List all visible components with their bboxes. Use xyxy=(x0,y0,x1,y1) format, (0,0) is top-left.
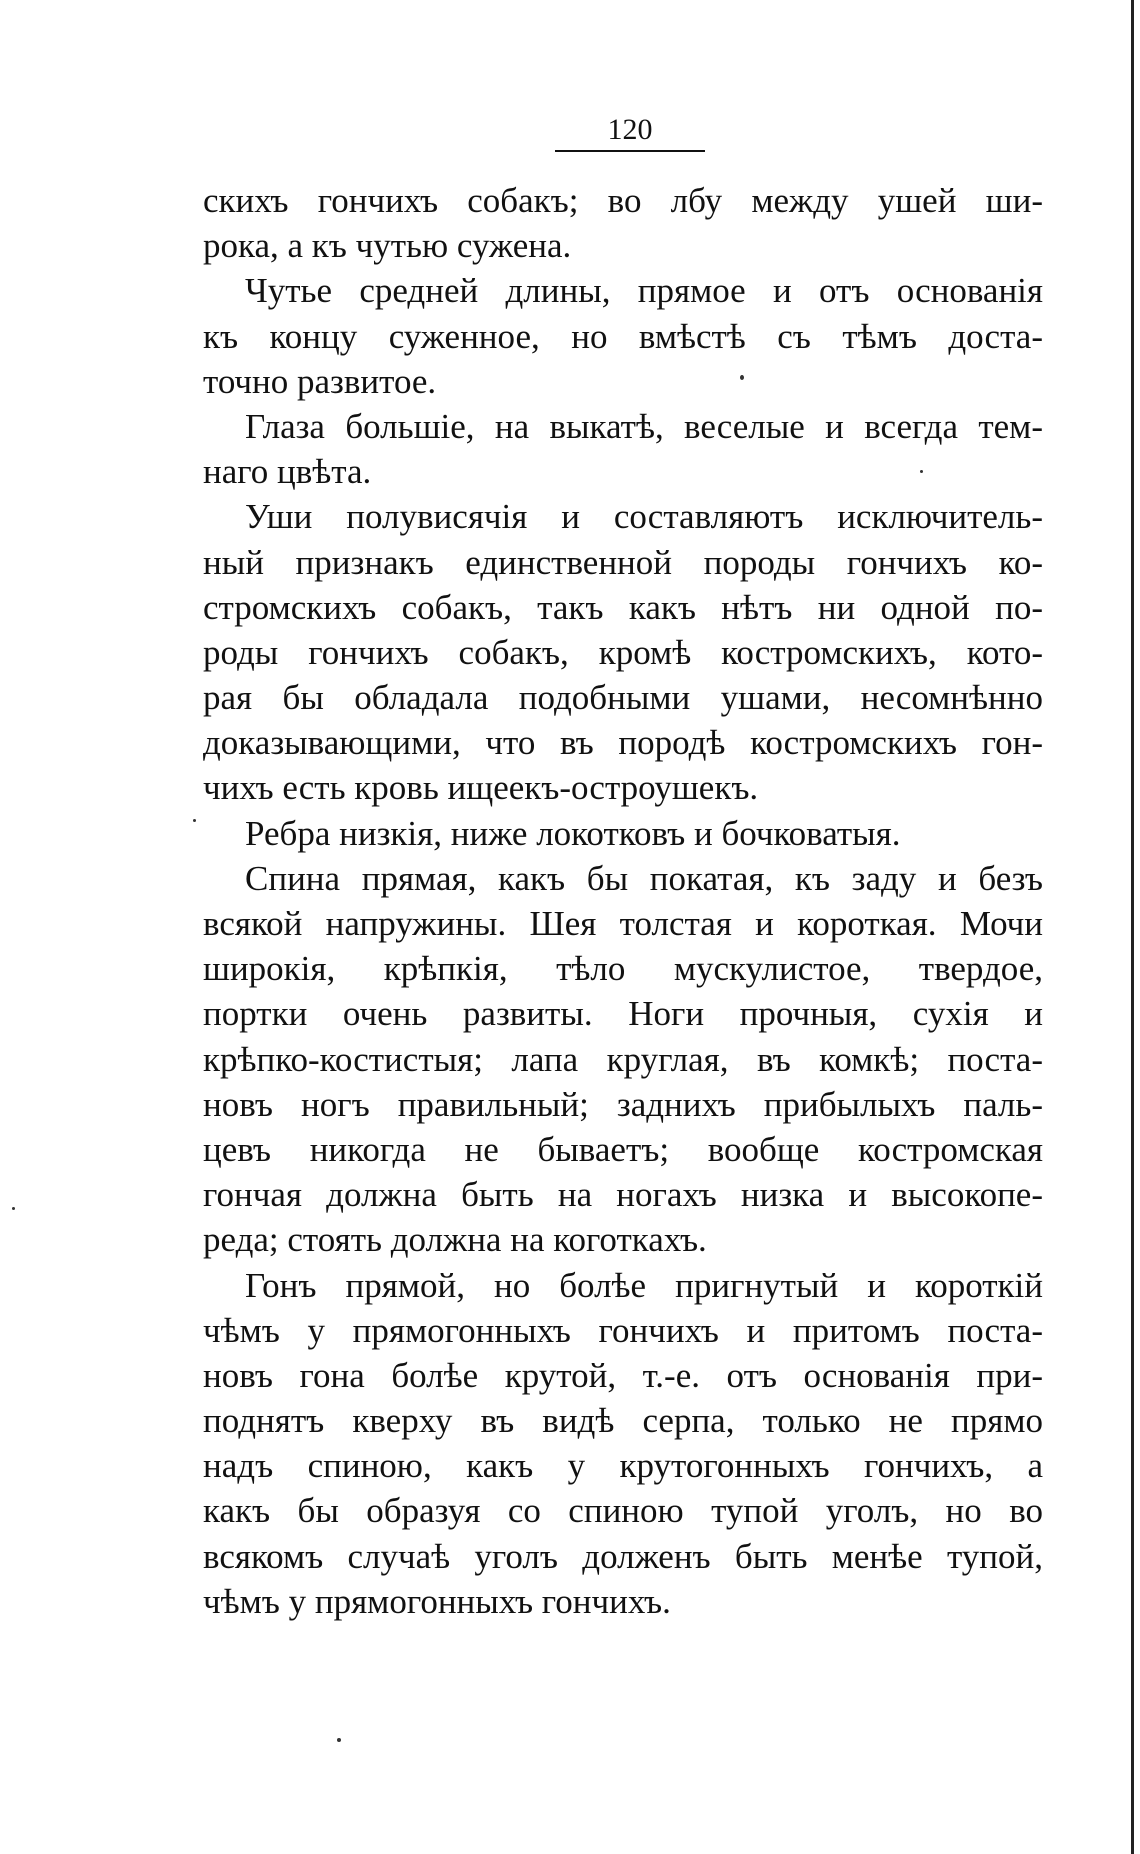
text-line: широкія, крѣпкія, тѣло мускулистое, твердое, xyxy=(203,949,1043,989)
text-line: чѣмъ у прямогонныхъ гончихъ и притомъ поста- xyxy=(203,1310,1043,1350)
text-line: чихъ есть кровь ищеекъ-остроушекъ. xyxy=(203,768,759,808)
text-line: наго цвѣта. xyxy=(203,452,372,492)
text-line: къ концу суженное, но вмѣстѣ съ тѣмъ доста- xyxy=(203,316,1043,356)
scan-speck xyxy=(337,1738,341,1742)
scan-speck xyxy=(740,375,744,380)
text-line: Гонъ прямой, но болѣе пригнутый и короткій xyxy=(245,1265,1043,1305)
body-text xyxy=(203,178,1043,1624)
text-line: Ребра низкія, ниже локотковъ и бочковатыя. xyxy=(245,813,901,853)
text-line: портки очень развиты. Ноги прочныя, сухія и xyxy=(203,994,1043,1034)
text-line: новъ гона болѣе крутой, т.-е. отъ основанія при- xyxy=(203,1355,1043,1395)
text-line: Глаза большіе, на выкатѣ, веселые и всегда тем- xyxy=(245,406,1043,446)
text-line: рока, а къ чутью сужена. xyxy=(203,226,572,266)
text-line: гончая должна быть на ногахъ низка и высокопе- xyxy=(203,1175,1043,1215)
text-line: доказывающими, что въ породѣ костромскихъ гон- xyxy=(203,723,1043,763)
text-line: надъ спиною, какъ у крутогонныхъ гончихъ, а xyxy=(203,1446,1043,1486)
text-line: какъ бы образуя со спиною тупой уголъ, но во xyxy=(203,1491,1043,1531)
paragraph xyxy=(203,178,1043,268)
text-line: скихъ гончихъ собакъ; во лбу между ушей ши- xyxy=(203,181,1043,220)
scan-speck xyxy=(920,470,923,473)
text-line: цевъ никогда не бываетъ; вообще костромская xyxy=(203,1129,1043,1169)
text-line: всякомъ случаѣ уголъ долженъ быть менѣе тупой, xyxy=(203,1536,1043,1576)
text-line: ный признакъ единственной породы гончихъ ко- xyxy=(203,542,1043,582)
text-line: крѣпко-костистыя; лапа круглая, въ комкѣ; поста- xyxy=(203,1039,1043,1079)
paragraph xyxy=(203,811,1043,856)
text-line: Спина прямая, какъ бы покатая, къ заду и безъ xyxy=(245,858,1043,898)
header-rule xyxy=(555,150,705,152)
text-line: поднятъ кверху въ видѣ серпа, только не прямо xyxy=(203,1401,1043,1441)
paragraph xyxy=(203,1263,1043,1625)
paragraph xyxy=(203,856,1043,1263)
text-line: новъ ногъ правильный; заднихъ прибылыхъ паль- xyxy=(203,1084,1043,1124)
text-line: роды гончихъ собакъ, кромѣ костромскихъ, кото- xyxy=(203,632,1043,672)
paragraph xyxy=(203,494,1043,810)
page-edge-shadow xyxy=(1131,0,1134,1854)
text-line: стромскихъ собакъ, такъ какъ нѣтъ ни одной по- xyxy=(203,587,1043,627)
paragraph xyxy=(203,268,1043,404)
text-line: Чутье средней длины, прямое и отъ основанія xyxy=(245,271,1043,311)
page-number: 120 xyxy=(607,113,653,146)
text-line: рая бы обладала подобными ушами, несомнѣнно xyxy=(203,678,1043,718)
paragraph xyxy=(203,404,1043,494)
text-line: Уши полувисячія и составляютъ исключитель- xyxy=(245,497,1043,537)
text-line: реда; стоять должна на коготкахъ. xyxy=(203,1220,707,1260)
scan-speck xyxy=(12,1207,15,1210)
text-line: всякой напружины. Шея толстая и короткая. Мочи xyxy=(203,904,1043,943)
scan-speck xyxy=(193,819,196,822)
text-line: чѣмъ у прямогонныхъ гончихъ. xyxy=(203,1581,671,1621)
text-line: точно развитое. xyxy=(203,361,437,401)
